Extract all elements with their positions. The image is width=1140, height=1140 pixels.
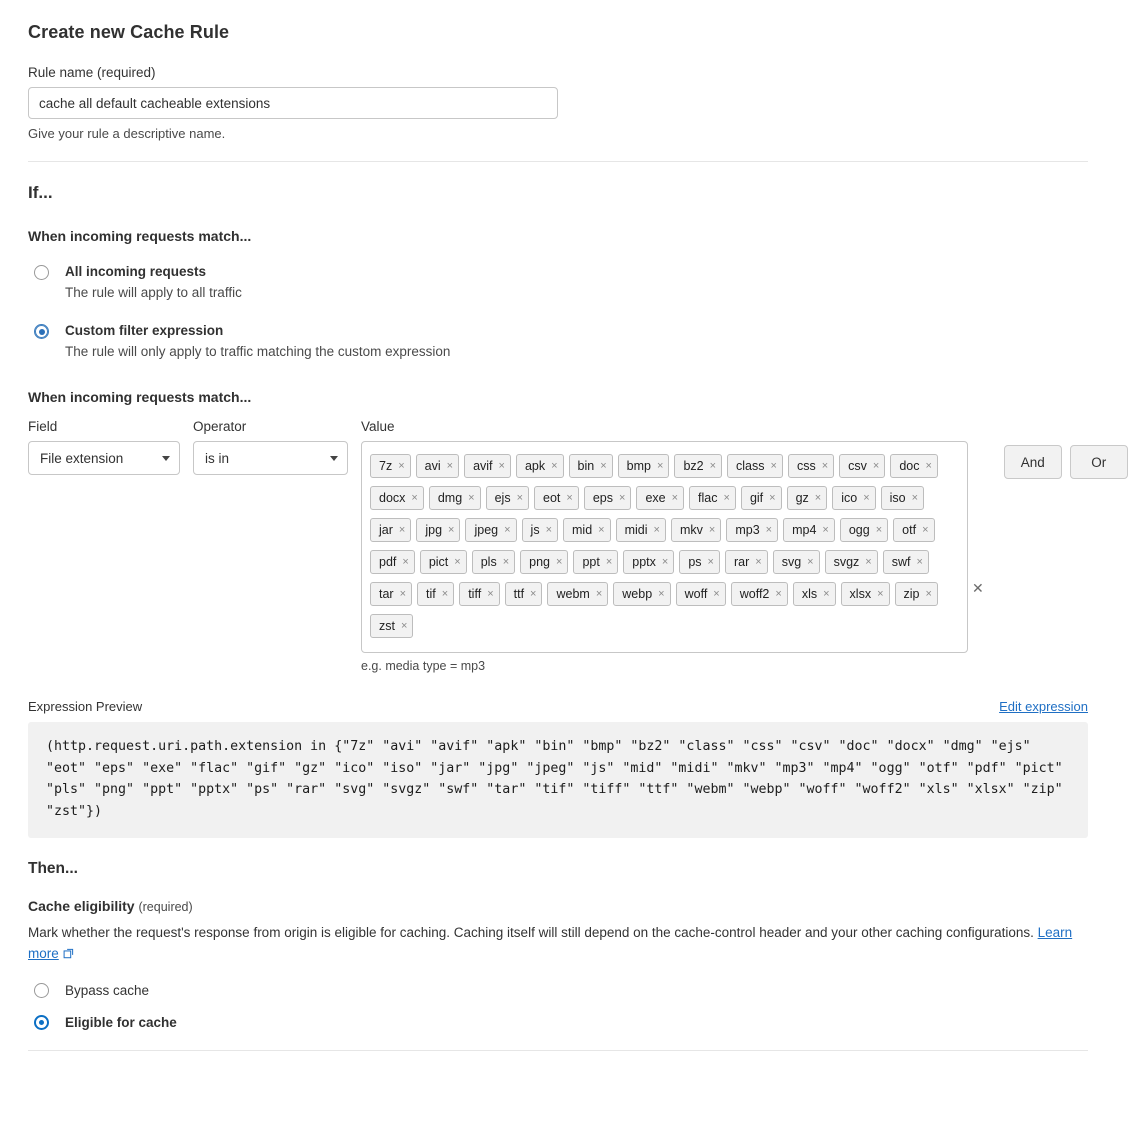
- remove-token-icon[interactable]: ×: [821, 459, 829, 472]
- radio-custom-filter-expression[interactable]: [28, 322, 1088, 359]
- value-token[interactable]: [783, 518, 835, 542]
- value-column-label: Value: [361, 419, 395, 434]
- radio-custom-filter-expression-label: Custom filter expression: [65, 323, 224, 338]
- value-token[interactable]: [741, 486, 782, 510]
- value-token-label: gz: [795, 491, 809, 505]
- value-token[interactable]: [584, 486, 632, 510]
- value-token-label: svg: [781, 555, 802, 569]
- page-title: Create new Cache Rule: [28, 22, 230, 42]
- value-token-label: midi: [624, 523, 648, 537]
- remove-token-icon[interactable]: ×: [551, 459, 558, 472]
- value-token[interactable]: [370, 518, 411, 542]
- radio-icon-unselected[interactable]: [34, 265, 49, 280]
- value-token[interactable]: [464, 454, 511, 478]
- radio-icon-selected[interactable]: [34, 324, 49, 339]
- remove-token-icon[interactable]: ×: [863, 491, 870, 504]
- builder-heading: When incoming requests match...: [28, 389, 252, 405]
- value-token-label: eot: [543, 491, 561, 505]
- rule-name-input[interactable]: [28, 87, 558, 119]
- value-token[interactable]: [370, 486, 424, 510]
- value-token[interactable]: [841, 582, 890, 606]
- value-token-label: eps: [592, 491, 614, 505]
- remove-token-icon[interactable]: ×: [400, 619, 408, 632]
- remove-token-icon[interactable]: ×: [822, 523, 829, 536]
- rule-name-helper: Give your rule a descriptive name.: [28, 126, 226, 141]
- remove-token-icon[interactable]: ×: [487, 587, 494, 600]
- value-token[interactable]: [825, 550, 878, 574]
- value-token-label: pdf: [379, 555, 397, 569]
- chevron-down-icon: [162, 456, 170, 461]
- remove-token-icon[interactable]: ×: [411, 491, 418, 504]
- value-token[interactable]: [417, 582, 454, 606]
- value-token[interactable]: [788, 454, 834, 478]
- value-token[interactable]: [832, 486, 875, 510]
- value-token[interactable]: [534, 486, 579, 510]
- value-token-label: docx: [379, 491, 406, 505]
- field-select-value: File extension: [40, 450, 124, 466]
- value-token-label: woff2: [739, 587, 770, 601]
- remove-token-icon[interactable]: ×: [723, 491, 730, 504]
- value-token-label: bz2: [683, 459, 704, 473]
- value-token[interactable]: [486, 486, 529, 510]
- radio-eligible-for-cache[interactable]: [28, 1015, 1088, 1030]
- remove-token-icon[interactable]: ×: [502, 555, 510, 568]
- value-token-label: xls: [801, 587, 818, 601]
- value-token-label: iso: [889, 491, 906, 505]
- value-token-label: ico: [841, 491, 858, 505]
- value-token[interactable]: [726, 518, 778, 542]
- value-token-label: ppt: [582, 555, 600, 569]
- value-token-label: mp3: [735, 523, 760, 537]
- value-token-label: pptx: [632, 555, 656, 569]
- value-help-text: e.g. media type = mp3: [361, 659, 486, 673]
- value-token[interactable]: [416, 454, 459, 478]
- value-token[interactable]: [676, 582, 726, 606]
- remove-token-icon[interactable]: ×: [441, 587, 449, 600]
- radio-all-incoming-requests[interactable]: [28, 263, 1088, 300]
- value-token-label: mid: [572, 523, 593, 537]
- radio-all-incoming-requests-label: All incoming requests: [65, 264, 207, 279]
- value-token-label: jar: [379, 523, 393, 537]
- value-token-label: jpg: [425, 523, 443, 537]
- field-select[interactable]: [28, 441, 180, 475]
- value-token[interactable]: [840, 518, 888, 542]
- remove-token-icon[interactable]: ×: [530, 587, 537, 600]
- value-token[interactable]: [895, 582, 938, 606]
- value-token-label: png: [529, 555, 550, 569]
- remove-token-icon[interactable]: ×: [775, 587, 782, 600]
- rule-name-label: Rule name (required): [28, 65, 156, 80]
- value-token-label: tif: [426, 587, 436, 601]
- value-token[interactable]: [472, 550, 515, 574]
- field-column-label: Field: [28, 419, 58, 434]
- operator-select-value: is in: [205, 450, 230, 466]
- value-token[interactable]: [547, 582, 608, 606]
- radio-icon-unselected[interactable]: [34, 983, 49, 998]
- remove-token-icon[interactable]: ×: [545, 523, 553, 536]
- remove-token-icon[interactable]: ×: [707, 555, 714, 568]
- operator-column: [180, 419, 348, 475]
- remove-token-icon[interactable]: ×: [661, 555, 669, 568]
- remove-token-icon[interactable]: ×: [619, 491, 626, 504]
- remove-token-icon[interactable]: ×: [708, 523, 716, 536]
- value-token-label: avi: [424, 459, 441, 473]
- value-token-label: exe: [645, 491, 666, 505]
- value-token-label: jpeg: [474, 523, 499, 537]
- remove-token-icon[interactable]: ×: [877, 587, 884, 600]
- value-token-label: 7z: [379, 459, 393, 473]
- remove-token-icon[interactable]: ×: [468, 491, 475, 504]
- value-column: [361, 419, 968, 673]
- value-token-input[interactable]: [361, 441, 968, 653]
- value-token[interactable]: [370, 582, 412, 606]
- remove-token-icon[interactable]: ×: [807, 555, 814, 568]
- value-token-label: zst: [379, 619, 395, 633]
- remove-token-icon[interactable]: ×: [446, 459, 454, 472]
- value-token[interactable]: [883, 550, 929, 574]
- value-token-label: rar: [733, 555, 750, 569]
- remove-token-icon[interactable]: ×: [595, 587, 603, 600]
- value-token[interactable]: [773, 550, 820, 574]
- value-token[interactable]: [420, 550, 467, 574]
- value-token[interactable]: [563, 518, 611, 542]
- remove-token-icon[interactable]: ×: [769, 491, 776, 504]
- value-token[interactable]: [429, 486, 481, 510]
- remove-token-icon[interactable]: ×: [814, 491, 822, 504]
- value-token[interactable]: [370, 454, 411, 478]
- value-token[interactable]: [616, 518, 666, 542]
- value-token[interactable]: [689, 486, 736, 510]
- remove-token-icon[interactable]: ×: [504, 523, 511, 536]
- value-token-label: bmp: [626, 459, 651, 473]
- expression-preview-header: [28, 699, 1088, 714]
- remove-token-icon[interactable]: ×: [658, 587, 665, 600]
- remove-token-icon[interactable]: ×: [925, 459, 932, 472]
- value-token-label: webm: [556, 587, 590, 601]
- value-token[interactable]: [671, 518, 721, 542]
- remove-token-icon[interactable]: ×: [671, 491, 679, 504]
- remove-token-icon[interactable]: ×: [713, 587, 720, 600]
- value-token-label: woff: [684, 587, 708, 601]
- value-token[interactable]: [465, 518, 516, 542]
- value-token[interactable]: [618, 454, 670, 478]
- if-heading: If...: [28, 183, 53, 202]
- remove-token-icon[interactable]: ×: [653, 523, 660, 536]
- radio-bypass-cache-label: Bypass cache: [65, 982, 150, 998]
- remove-token-icon[interactable]: ×: [556, 555, 563, 568]
- remove-token-icon[interactable]: ×: [925, 587, 932, 600]
- value-token[interactable]: [890, 454, 938, 478]
- chevron-down-icon: [330, 456, 338, 461]
- value-token-label: ejs: [494, 491, 511, 505]
- value-token-label: dmg: [437, 491, 463, 505]
- remove-token-icon[interactable]: ×: [402, 555, 409, 568]
- if-subheading: When incoming requests match...: [28, 228, 252, 244]
- expression-preview-label: Expression Preview: [28, 699, 143, 714]
- value-token-label: zip: [903, 587, 920, 601]
- learn-more-link[interactable]: Learn more: [28, 925, 1073, 962]
- cache-eligibility-description: [28, 923, 1088, 966]
- value-token[interactable]: [573, 550, 618, 574]
- remove-token-icon[interactable]: ×: [922, 523, 929, 536]
- value-token-label: swf: [891, 555, 911, 569]
- remove-token-icon[interactable]: ×: [498, 459, 505, 472]
- value-token-label: mkv: [679, 523, 703, 537]
- then-heading: Then...: [28, 860, 78, 878]
- remove-token-icon[interactable]: ×: [399, 587, 407, 600]
- value-token-label: tiff: [468, 587, 482, 601]
- value-token[interactable]: [881, 486, 924, 510]
- value-token[interactable]: [623, 550, 674, 574]
- value-token-label: apk: [524, 459, 546, 473]
- remove-token-icon[interactable]: ×: [823, 587, 830, 600]
- value-token-label: pls: [480, 555, 497, 569]
- field-column: [28, 419, 180, 475]
- remove-token-icon[interactable]: ×: [600, 459, 607, 472]
- value-token[interactable]: [636, 486, 684, 510]
- value-token[interactable]: [674, 454, 722, 478]
- value-token[interactable]: [787, 486, 828, 510]
- clear-value-icon[interactable]: ✕: [972, 580, 984, 596]
- value-token[interactable]: [727, 454, 783, 478]
- operator-column-label: Operator: [193, 419, 247, 434]
- remove-token-icon[interactable]: ×: [448, 523, 455, 536]
- value-token-label: flac: [698, 491, 718, 505]
- value-token-label: webp: [622, 587, 653, 601]
- external-link-icon: [63, 945, 74, 966]
- expression-preview-text: (http.request.uri.path.extension in {"7z" "avi" "avif" "apk" "bin" "bmp" "bz2" "class" "css" "csv" "doc" "docx" "dmg" "ejs" "eot" "eps" "exe" "flac" "gif" "gz" "ico" "iso" "jar" "jpg" "jpeg" "js" "mid" "midi" "mkv" "mp3" "mp4" "ogg" "otf" "pdf" "pict" "pls" "png" "ppt" "pptx" "ps" "rar" "svg" "svgz" "swf" "tar" "tif" "tiff" "ttf" "webm" "webp" "woff" "woff2" "xls" "xlsx" "zip" "zst"}): [28, 722, 1088, 838]
- value-token-label: ttf: [513, 587, 525, 601]
- cache-eligibility-label: [28, 898, 1088, 914]
- remove-token-icon[interactable]: ×: [516, 491, 524, 504]
- remove-token-icon[interactable]: ×: [911, 491, 919, 504]
- remove-token-icon[interactable]: ×: [566, 491, 573, 504]
- bottom-divider: [28, 1050, 1088, 1051]
- value-token[interactable]: [893, 518, 934, 542]
- value-token[interactable]: [839, 454, 885, 478]
- remove-token-icon[interactable]: ×: [398, 523, 406, 536]
- value-token-label: avif: [473, 459, 493, 473]
- value-token-label: ps: [688, 555, 702, 569]
- radio-all-incoming-requests-desc: The rule will apply to all traffic: [65, 285, 242, 300]
- value-token-label: doc: [899, 459, 920, 473]
- value-token-label: xlsx: [849, 587, 872, 601]
- remove-token-icon[interactable]: ×: [657, 459, 664, 472]
- remove-token-icon[interactable]: ×: [605, 555, 613, 568]
- value-token-label: js: [530, 523, 540, 537]
- value-token[interactable]: [679, 550, 720, 574]
- radio-bypass-cache[interactable]: [28, 983, 1088, 998]
- remove-token-icon[interactable]: ×: [765, 523, 773, 536]
- value-token[interactable]: [505, 582, 543, 606]
- value-token[interactable]: [370, 614, 413, 638]
- value-token[interactable]: [569, 454, 613, 478]
- remove-token-icon[interactable]: ×: [398, 459, 405, 472]
- or-button[interactable]: Or: [1070, 445, 1128, 479]
- value-token[interactable]: [731, 582, 788, 606]
- radio-icon-selected[interactable]: [34, 1015, 49, 1030]
- cache-eligibility-title: Cache eligibility: [28, 898, 135, 915]
- remove-token-icon[interactable]: ×: [755, 555, 762, 568]
- value-token[interactable]: [522, 518, 558, 542]
- value-token-label: mp4: [792, 523, 817, 537]
- radio-custom-filter-expression-desc: The rule will only apply to traffic matching the custom expression: [65, 344, 451, 359]
- cache-eligibility-description-text: Mark whether the request's response from origin is eligible for caching. Caching itself will still depend on the cache-control header and your other caching configurations.: [28, 925, 1038, 941]
- value-token-label: csv: [848, 459, 867, 473]
- remove-token-icon[interactable]: ×: [770, 459, 777, 472]
- edit-expression-link[interactable]: Edit expression: [999, 699, 1088, 714]
- expression-builder-row: [28, 419, 1107, 673]
- value-token[interactable]: [520, 550, 568, 574]
- remove-token-icon[interactable]: ×: [865, 555, 872, 568]
- value-token[interactable]: [793, 582, 836, 606]
- value-token-label: svgz: [833, 555, 860, 569]
- remove-token-icon[interactable]: ×: [872, 459, 880, 472]
- operator-select[interactable]: [193, 441, 348, 475]
- value-token[interactable]: [370, 550, 415, 574]
- and-button[interactable]: And: [1004, 445, 1062, 479]
- and-or-buttons: [996, 419, 1128, 479]
- value-token-label: gif: [749, 491, 764, 505]
- radio-eligible-for-cache-label: Eligible for cache: [65, 1014, 177, 1030]
- divider: [28, 161, 1088, 162]
- value-token[interactable]: [725, 550, 768, 574]
- value-token[interactable]: [516, 454, 564, 478]
- value-token-label: pict: [428, 555, 449, 569]
- value-token-label: otf: [902, 523, 917, 537]
- value-token[interactable]: [613, 582, 670, 606]
- cache-eligibility-required: (required): [138, 900, 193, 915]
- value-token-label: css: [796, 459, 816, 473]
- value-token-label: ogg: [848, 523, 870, 537]
- remove-token-icon[interactable]: ×: [709, 459, 717, 472]
- value-token-label: bin: [577, 459, 595, 473]
- remove-token-icon[interactable]: ×: [916, 555, 923, 568]
- value-token[interactable]: [459, 582, 499, 606]
- remove-token-icon[interactable]: ×: [875, 523, 883, 536]
- remove-token-icon[interactable]: ×: [598, 523, 605, 536]
- remove-token-icon[interactable]: ×: [454, 555, 461, 568]
- value-token[interactable]: [416, 518, 460, 542]
- value-token-label: class: [736, 459, 765, 473]
- value-token-label: tar: [379, 587, 394, 601]
